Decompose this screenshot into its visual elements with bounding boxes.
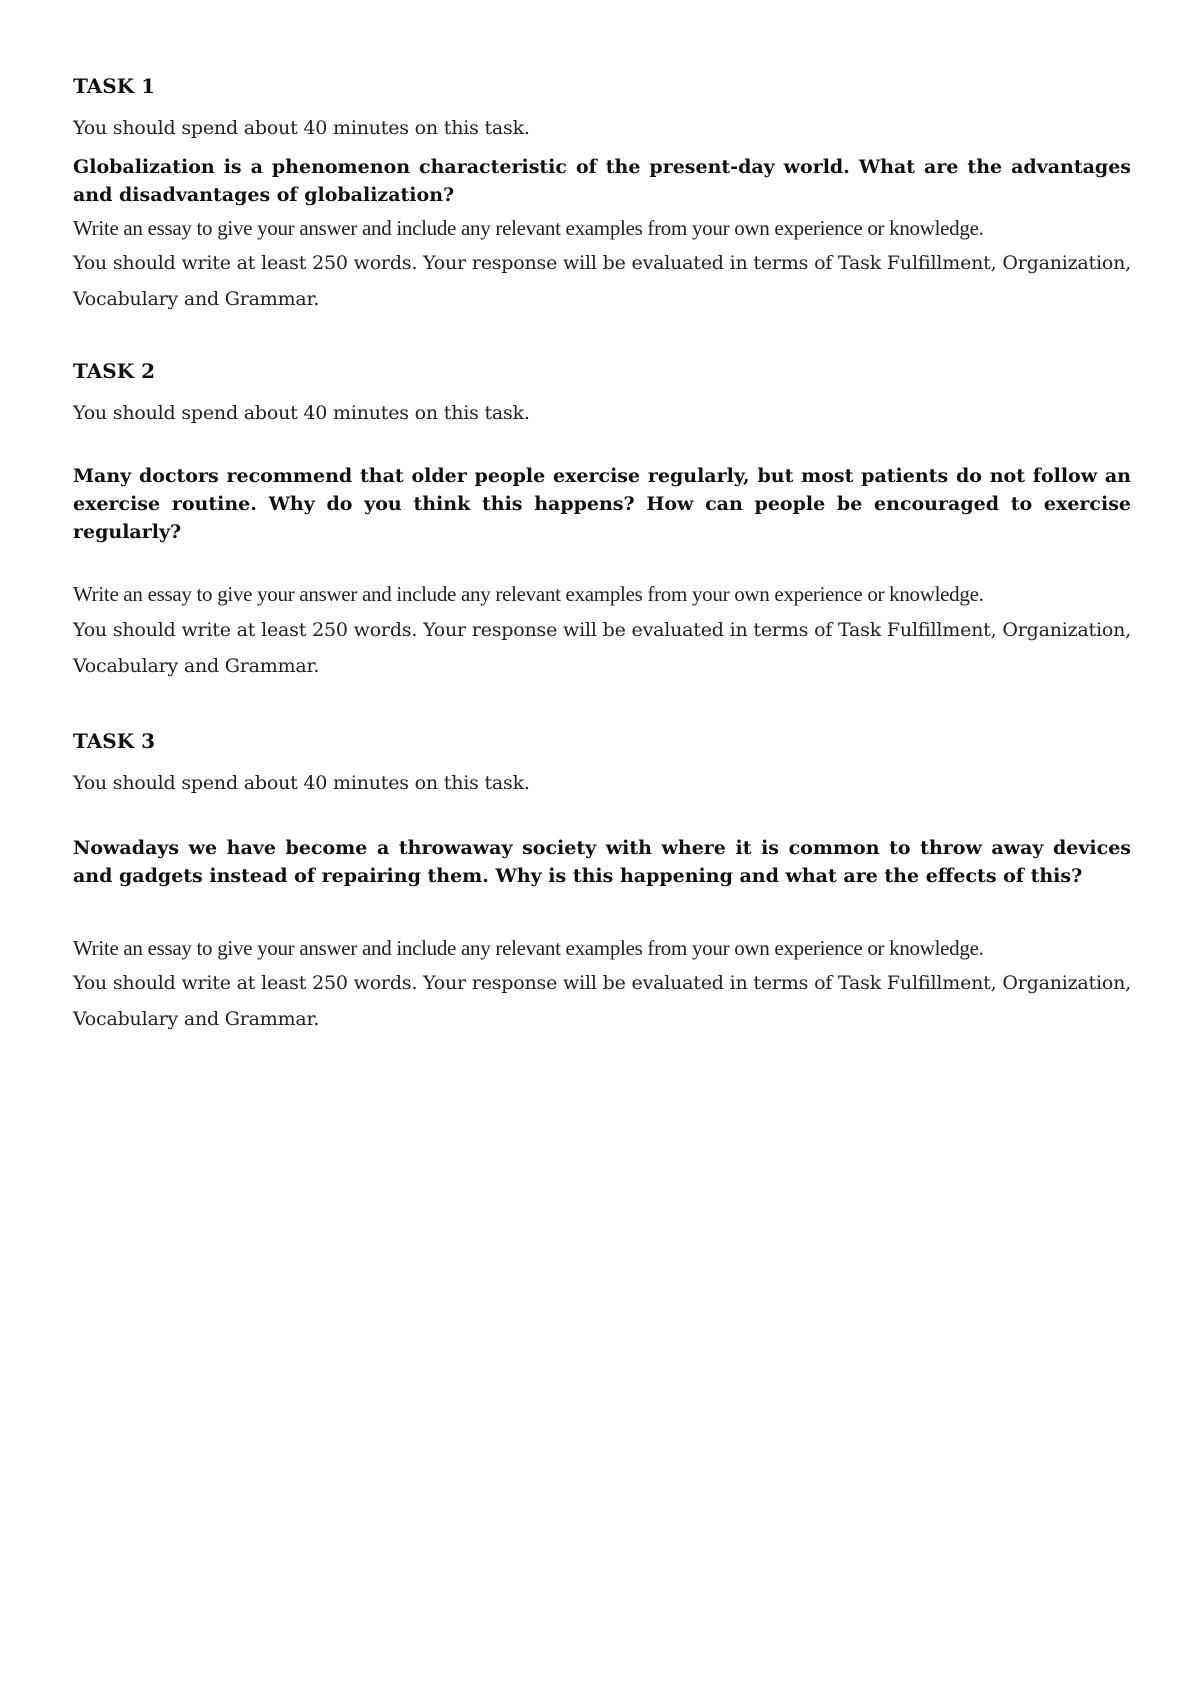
task-requirement: You should write at least 250 words. Your response will be evaluated in terms of Task Fulfillment, Organization, Vocabulary and Grammar.	[73, 972, 1131, 1030]
task-requirement: You should write at least 250 words. Your response will be evaluated in terms of Task Fulfillment, Organization, Vocabulary and Grammar.	[73, 252, 1131, 310]
task-title: TASK 3	[73, 729, 156, 753]
task-requirement: You should write at least 250 words. Your response will be evaluated in terms of Task Fulfillment, Organization, Vocabulary and Grammar.	[73, 619, 1131, 677]
task-question: Nowadays we have become a throwaway society with where it is common to throw away devices and gadgets instead of repairing them. Why is this happening and what are the effects of this?	[73, 837, 1131, 887]
task-title: TASK 1	[73, 74, 156, 98]
task-instruction: Write an essay to give your answer and include any relevant examples from your own experience or knowledge.	[73, 936, 984, 960]
task-question: Globalization is a phenomenon characteristic of the present-day world. What are the advantages and disadvantages of globalization?	[73, 156, 1131, 206]
time-note: You should spend about 40 minutes on this task.	[73, 117, 530, 139]
time-note: You should spend about 40 minutes on this task.	[73, 402, 530, 424]
task-instruction: Write an essay to give your answer and include any relevant examples from your own experience or knowledge.	[73, 216, 984, 240]
task-instruction: Write an essay to give your answer and include any relevant examples from your own experience or knowledge.	[73, 582, 984, 606]
task-question: Many doctors recommend that older people exercise regularly, but most patients do not follow an exercise routine. Why do you think this happens? How can people be encouraged to exercise regularly?	[73, 465, 1131, 543]
task-title: TASK 2	[73, 359, 156, 383]
time-note: You should spend about 40 minutes on this task.	[73, 772, 530, 794]
